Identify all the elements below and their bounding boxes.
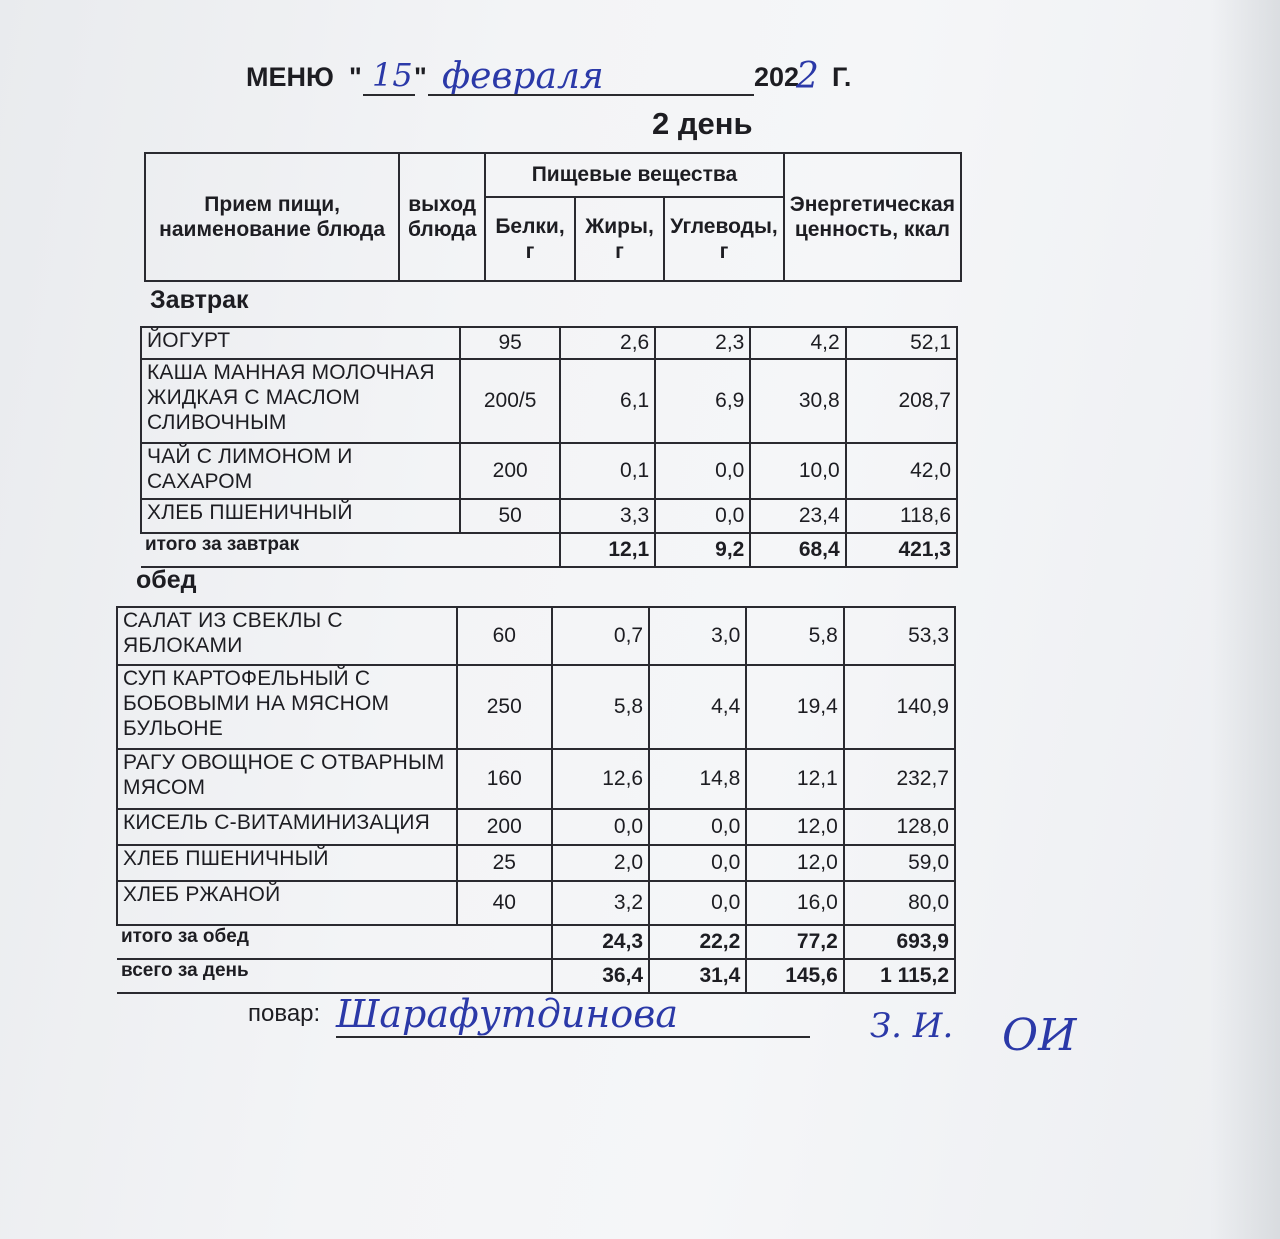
dish-energy: 118,6 (846, 499, 957, 533)
dish-carbs: 10,0 (750, 443, 845, 499)
lunch-total-carbs: 77,2 (746, 925, 843, 959)
table-row (117, 749, 955, 809)
dish-yield: 200 (457, 809, 552, 845)
dish-protein: 3,2 (552, 881, 649, 925)
dish-name: РАГУ ОВОЩНОЕ С ОТВАРНЫМ МЯСОМ (117, 749, 457, 809)
dish-fat: 0,0 (655, 499, 750, 533)
dish-fat: 0,0 (649, 809, 746, 845)
dish-yield: 200/5 (460, 359, 559, 443)
dish-name: ХЛЕБ ПШЕНИЧНЫЙ (117, 845, 457, 881)
breakfast-label: Завтрак (150, 286, 249, 314)
lunch-total (117, 925, 955, 959)
dish-protein: 0,7 (552, 607, 649, 665)
dish-carbs: 30,8 (750, 359, 845, 443)
day-total-energy: 1 115,2 (844, 959, 955, 993)
dish-name: КИСЕЛЬ С-ВИТАМИНИЗАЦИЯ (117, 809, 457, 845)
title-day: 15 (372, 56, 413, 94)
day-number: 2 день (652, 106, 753, 141)
cook-label: повар: (248, 1000, 321, 1027)
title-year-suffix: Г. (832, 62, 852, 92)
table-row (117, 607, 955, 665)
header-nutrients: Пищевые вещества (485, 153, 784, 197)
table-row (141, 359, 957, 443)
title-quote-open: " (349, 62, 362, 92)
title-quote-close: " (414, 62, 427, 92)
cook-paraph: ОИ (1002, 1010, 1077, 1061)
cook-signature: Шарафутдинова (336, 992, 679, 1036)
dish-protein: 6,1 (560, 359, 655, 443)
dish-carbs: 19,4 (746, 665, 843, 749)
dish-fat: 0,0 (655, 443, 750, 499)
breakfast-total-fat: 9,2 (655, 533, 750, 567)
breakfast-total-protein: 12,1 (560, 533, 655, 567)
header-carbs: Углеводы, г (664, 197, 784, 281)
dish-yield: 60 (457, 607, 552, 665)
dish-carbs: 5,8 (746, 607, 843, 665)
page-edge-shadow (1210, 0, 1280, 1239)
lunch-total-protein: 24,3 (552, 925, 649, 959)
lunch-table (116, 606, 956, 994)
dish-protein: 0,1 (560, 443, 655, 499)
table-row (117, 809, 955, 845)
dish-yield: 200 (460, 443, 559, 499)
dish-yield: 50 (460, 499, 559, 533)
header-protein: Белки, г (485, 197, 575, 281)
dish-yield: 40 (457, 881, 552, 925)
dish-fat: 6,9 (655, 359, 750, 443)
table-row (141, 327, 957, 359)
day-total-label: всего за день (117, 959, 552, 993)
dish-fat: 2,3 (655, 327, 750, 359)
lunch-label: обед (136, 566, 197, 594)
dish-protein: 2,6 (560, 327, 655, 359)
lunch-total-fat: 22,2 (649, 925, 746, 959)
header-meal: Прием пищи, наименование блюда (145, 153, 399, 281)
header-fat: Жиры, г (575, 197, 664, 281)
dish-energy: 59,0 (844, 845, 955, 881)
dish-fat: 4,4 (649, 665, 746, 749)
dish-carbs: 23,4 (750, 499, 845, 533)
dish-carbs: 12,0 (746, 809, 843, 845)
day-total-fat: 31,4 (649, 959, 746, 993)
dish-name: САЛАТ ИЗ СВЕКЛЫ С ЯБЛОКАМИ (117, 607, 457, 665)
dish-carbs: 16,0 (746, 881, 843, 925)
breakfast-table (140, 326, 958, 568)
dish-energy: 128,0 (844, 809, 955, 845)
breakfast-total-energy: 421,3 (846, 533, 957, 567)
dish-fat: 3,0 (649, 607, 746, 665)
dish-fat: 0,0 (649, 881, 746, 925)
table-row (117, 845, 955, 881)
dish-protein: 2,0 (552, 845, 649, 881)
month-underline (428, 94, 754, 96)
signature-line (336, 1036, 810, 1038)
dish-energy: 140,9 (844, 665, 955, 749)
breakfast-total-carbs: 68,4 (750, 533, 845, 567)
table-row (117, 881, 955, 925)
menu-title (246, 58, 866, 106)
dish-energy: 80,0 (844, 881, 955, 925)
dish-name: ХЛЕБ РЖАНОЙ (117, 881, 457, 925)
title-year-digit: 2 (796, 56, 819, 97)
dish-energy: 53,3 (844, 607, 955, 665)
header-yield: выход блюда (399, 153, 485, 281)
lunch-total-label: итого за обед (117, 925, 552, 959)
dish-protein: 12,6 (552, 749, 649, 809)
table-row (141, 499, 957, 533)
header-energy: Энергетическая ценность, ккал (784, 153, 961, 281)
dish-protein: 3,3 (560, 499, 655, 533)
lunch-total-energy: 693,9 (844, 925, 955, 959)
title-month: февраля (442, 56, 604, 97)
dish-carbs: 4,2 (750, 327, 845, 359)
dish-protein: 5,8 (552, 665, 649, 749)
dish-name: ЙОГУРТ (141, 327, 460, 359)
table-row (141, 443, 957, 499)
day-underline (363, 94, 415, 96)
dish-yield: 25 (457, 845, 552, 881)
dish-energy: 232,7 (844, 749, 955, 809)
dish-name: КАША МАННАЯ МОЛОЧНАЯ ЖИДКАЯ С МАСЛОМ СЛИВОЧНЫМ (141, 359, 460, 443)
dish-yield: 160 (457, 749, 552, 809)
breakfast-total-label: итого за завтрак (141, 533, 560, 567)
dish-carbs: 12,0 (746, 845, 843, 881)
dish-energy: 208,7 (846, 359, 957, 443)
dish-fat: 0,0 (649, 845, 746, 881)
title-year-prefix: 202 (754, 62, 800, 92)
breakfast-total (141, 533, 957, 567)
table-row (117, 665, 955, 749)
dish-fat: 14,8 (649, 749, 746, 809)
day-total-carbs: 145,6 (746, 959, 843, 993)
title-prefix: МЕНЮ (246, 62, 334, 92)
dish-name: ХЛЕБ ПШЕНИЧНЫЙ (141, 499, 460, 533)
table-header (144, 152, 962, 282)
dish-name: СУП КАРТОФЕЛЬНЫЙ С БОБОВЫМИ НА МЯСНОМ БУЛЬОНЕ (117, 665, 457, 749)
day-total (117, 959, 955, 993)
dish-yield: 250 (457, 665, 552, 749)
dish-energy: 52,1 (846, 327, 957, 359)
day-total-protein: 36,4 (552, 959, 649, 993)
dish-protein: 0,0 (552, 809, 649, 845)
dish-yield: 95 (460, 327, 559, 359)
cook-initials: З. И. (870, 1006, 954, 1046)
dish-energy: 42,0 (846, 443, 957, 499)
dish-carbs: 12,1 (746, 749, 843, 809)
dish-name: ЧАЙ С ЛИМОНОМ И САХАРОМ (141, 443, 460, 499)
